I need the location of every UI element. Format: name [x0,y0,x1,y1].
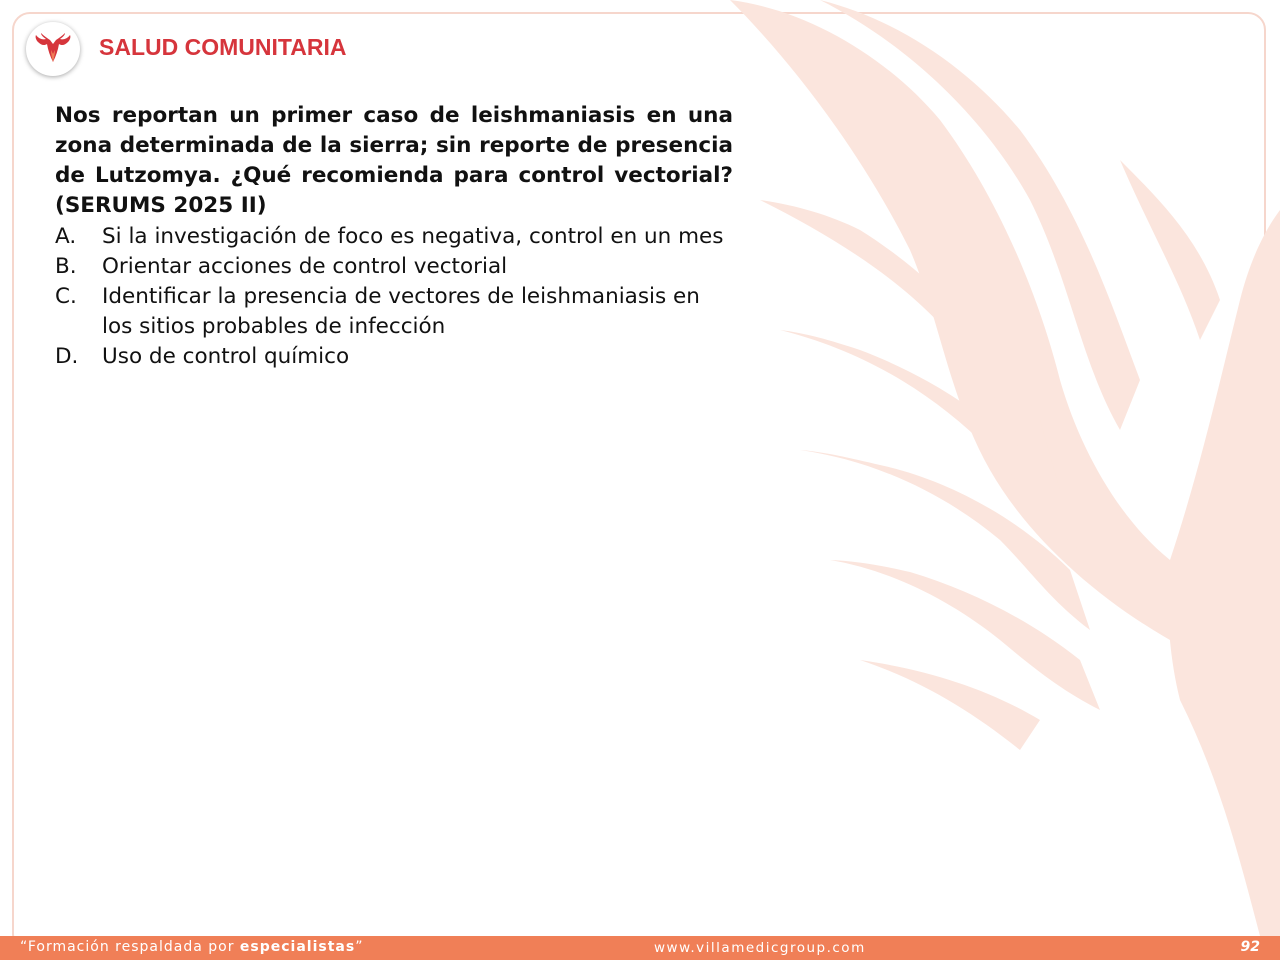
footer-website: www.villamedicgroup.com [654,940,866,956]
option-text: Uso de control químico [102,344,350,369]
option-a [55,222,735,252]
question-text: Nos reportan un primer caso de leishmaniasis en una zona determinada de la sierra; sin reporte de presencia de Lutzomya. ¿Qué recomienda para control vectorial? (SERUMS 2025 II) [55,103,733,218]
phoenix-logo-icon [33,32,73,66]
page-number: 92 [1240,939,1260,955]
option-letter: D. [55,344,79,369]
phoenix-watermark-icon [700,0,1280,936]
option-text: Si la investigación de foco es negativa, control en un mes [102,224,724,249]
slogan-bold: especialistas [239,939,356,955]
option-b [55,252,735,282]
option-c [55,282,735,342]
option-d [55,342,735,372]
option-letter: A. [55,224,77,249]
section-title: SALUD COMUNITARIA [99,34,347,60]
option-letter: B. [55,254,77,279]
option-letter: C. [55,284,77,309]
footer-slogan [20,939,363,955]
option-text: Orientar acciones de control vectorial [102,254,508,279]
footer-bar [0,936,1280,960]
answer-options [55,222,735,372]
slogan-open: “Formación respaldada por [20,939,240,955]
option-text: Identificar la presencia de vectores de leishmaniasis en los sitios probables de infección [102,284,700,339]
slogan-close: ” [355,939,364,955]
logo-badge [26,22,80,76]
